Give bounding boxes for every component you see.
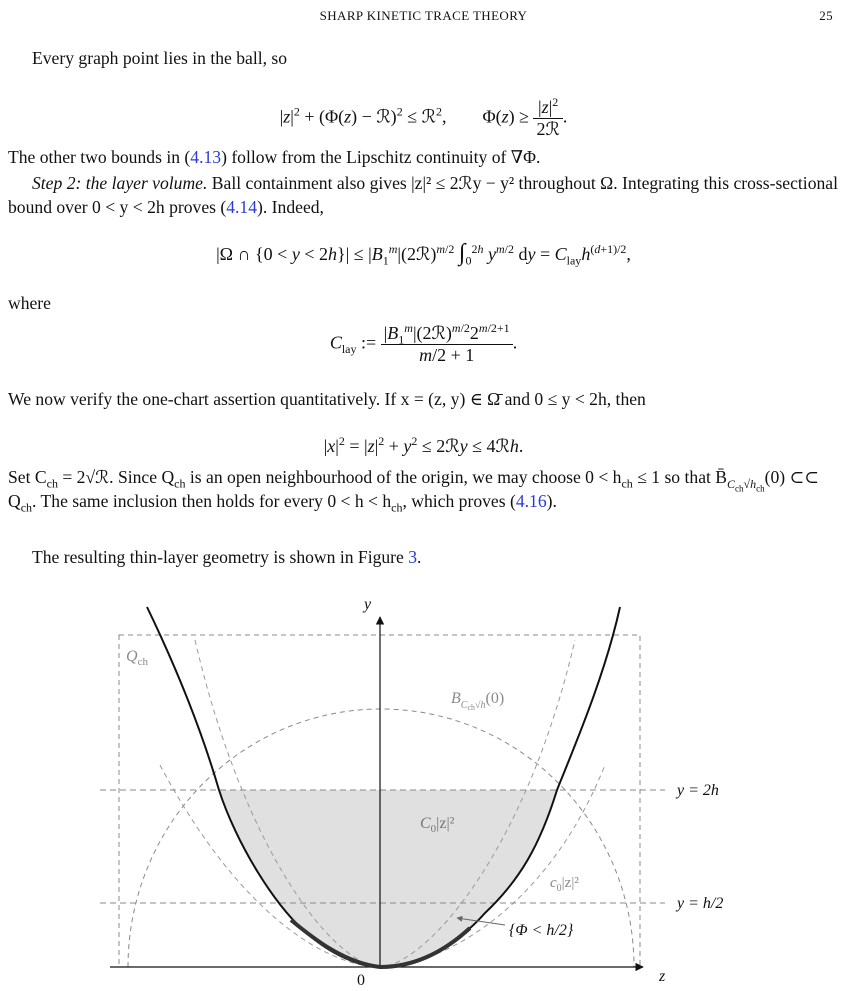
layer-text-a: Ball containment also gives |z|² ≤ 2ℛy − y² throughout Ω. Integrating this cross-sectional bound over 0 < y < 2h proves (: [8, 173, 838, 217]
paragraph-lipschitz: [8, 145, 840, 169]
ref-figure-3[interactable]: 3: [408, 547, 418, 567]
layer-text-b: ). Indeed,: [257, 197, 324, 217]
ball-label: $B_Cch√h(0)$: [451, 690, 505, 712]
paragraph-set-cch: Set $C_{ch}$ = 2√ℛ. Since $Q_{ch}$ is an open neighbourhood of the origin, we may choose $0 < h_{ch} \le 1$ so that $B̄_{C_{ch}√h_{ch}}(0)$ ⊂⊂ $Q_{ch}$. The same inclusion then holds for every $0 < h < h_{ch}$, which proves (4.16).: [8, 467, 820, 515]
ref-4-13[interactable]: 4.13: [190, 147, 222, 167]
thin-layer-figure: [95, 595, 724, 991]
equation-ball-bound: $|z|^2 + (\Phi(z)$ − ℛ)$^2$ ≤ ℛ$^2$, Φ(z) ≥ $\frac{|z|^2}{\text{2ℛ}}$ .: [279, 95, 568, 139]
lipschitz-text-b: ) follow from the Lipschitz continuity of ∇Φ.: [221, 147, 541, 167]
cch-text-a: Set C: [8, 467, 47, 487]
running-title: SHARP KINETIC TRACE THEORY: [319, 8, 528, 23]
step-label: Step 2: the layer volume.: [32, 173, 208, 193]
y-axis-label: y: [364, 596, 372, 613]
level-h2-label: y = h/2: [677, 895, 724, 912]
q-ch-label: $Q_{ch}$: [126, 648, 148, 668]
cch-text-c: is an open neighbourhood of the origin, we may choose 0 < h: [185, 467, 622, 487]
equation-x-norm: $|x|^2 = |z|^2 + y^2$ ≤ 2ℛy ≤ 4ℛh.: [323, 434, 524, 456]
c0-upper-label: $C_0|z|^2$: [420, 815, 455, 835]
cch-text-b: = 2√ℛ. Since Q: [57, 467, 175, 487]
paragraph-one-chart: We now verify the one-chart assertion quantitatively. If x = (z, y) ∈ Ω̄ and 0 ≤ y < 2h, then: [8, 389, 646, 409]
equation-layer-volume: |Ω ∩ $\{0 < y < 2h\}| \le |B_1^m|(2ℛ)^{m/2}$ $\int_0^{2h}$ $y^{m/2}$ dy = $C_{lay}h^{(d+1)/2}$,: [216, 240, 631, 268]
paragraph-layer-volume: [8, 171, 840, 219]
level-2h-label: y = 2h: [677, 782, 719, 799]
equation-c-lay: $C_{lay}$ := $\frac{|B_1^m|(2ℛ)^{m/2}2^{m/2+1}}{m/2 + 1}$ .: [329, 321, 518, 365]
cch-text-g: , which proves (: [402, 491, 516, 511]
cch-text-h: ).: [546, 491, 557, 511]
cch-text-f: . The same inclusion then holds for every 0 < h < h: [32, 491, 392, 511]
lipschitz-text-a: The other two bounds in (: [8, 147, 191, 167]
phi-set-label: {Φ < h/2}: [509, 922, 574, 939]
cch-text-d: ≤ 1 so that B̄: [632, 467, 728, 487]
figure-ref-text-b: .: [417, 547, 422, 567]
origin-label: 0: [357, 972, 365, 989]
cch-text-e: (0) ⊂⊂ Q: [8, 467, 820, 511]
page-number: 25: [819, 8, 833, 23]
paragraph-figure-ref: [8, 545, 840, 569]
z-axis-label: z: [659, 968, 666, 985]
ref-4-16[interactable]: 4.16: [515, 491, 547, 511]
paragraph-where: where: [8, 293, 51, 313]
page-header: [0, 8, 847, 28]
figure-ref-text-a: The resulting thin-layer geometry is shown in Figure: [32, 547, 409, 567]
c0-lower-label: $c_0|z|^2$: [550, 875, 579, 894]
layer-region: [219, 790, 557, 967]
ref-4-14[interactable]: 4.14: [226, 197, 258, 217]
paragraph-ball-containment: Every graph point lies in the ball, so: [32, 48, 288, 68]
